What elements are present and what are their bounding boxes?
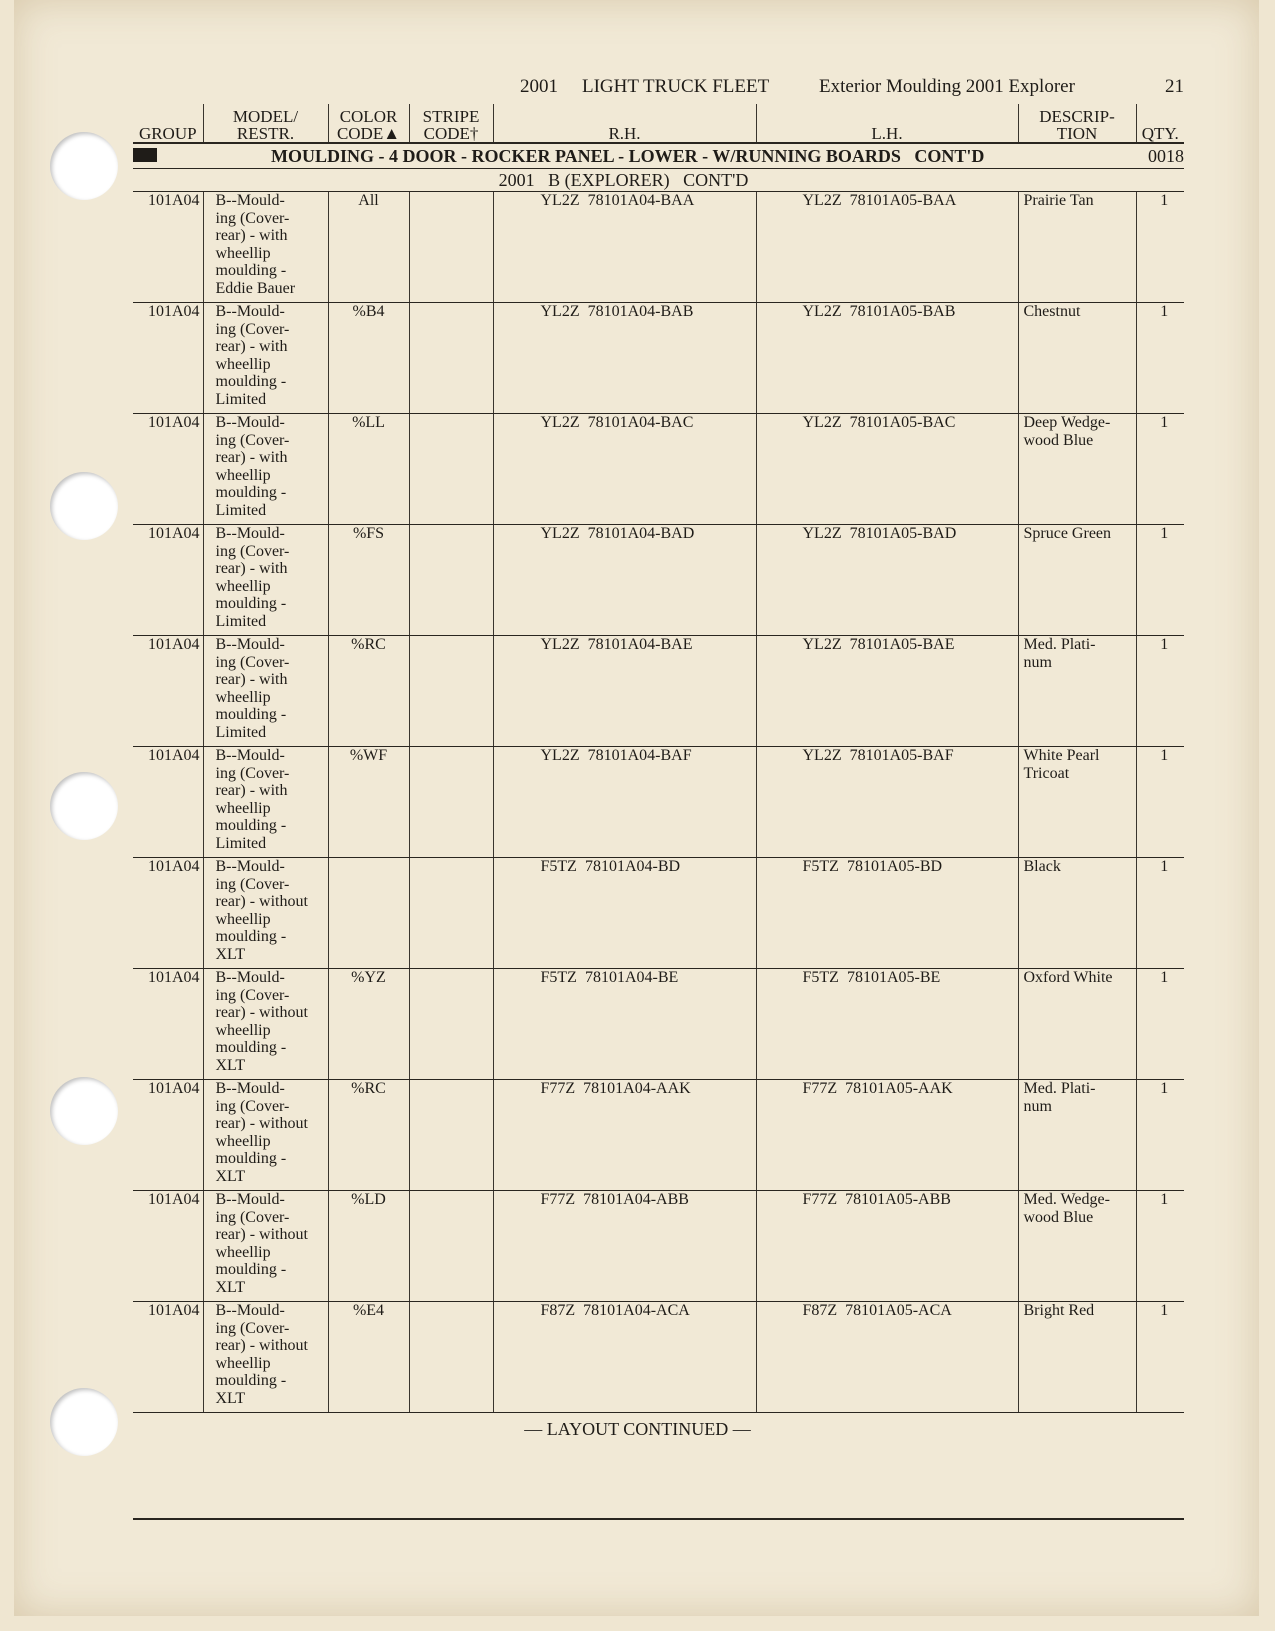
cell-model: B--Mould- ing (Cover- rear) - without wheellip moulding - XLT [203, 1302, 328, 1413]
column-header-row [133, 104, 1184, 143]
cell-rh-part: YL2Z 78101A04-BAA [493, 192, 756, 303]
col-lh: L.H. [756, 104, 1018, 143]
cell-lh-part: YL2Z 78101A05-BAC [756, 414, 1018, 525]
table-row [133, 192, 1184, 303]
cell-model: B--Mould- ing (Cover- rear) - without wheellip moulding - XLT [203, 969, 328, 1080]
cell-model: B--Mould- ing (Cover- rear) - with wheellip moulding - Eddie Bauer [203, 192, 328, 303]
cell-description: Oxford White [1018, 969, 1136, 1080]
table-row [133, 303, 1184, 414]
table-row [133, 747, 1184, 858]
cell-color-code: %LD [328, 1191, 409, 1302]
cell-rh-part: F5TZ 78101A04-BE [493, 969, 756, 1080]
cell-rh-part: F77Z 78101A04-AAK [493, 1080, 756, 1191]
cell-rh-part: YL2Z 78101A04-BAB [493, 303, 756, 414]
cell-stripe-code [409, 969, 493, 1080]
cell-model: B--Mould- ing (Cover- rear) - without wheellip moulding - XLT [203, 1080, 328, 1191]
cell-qty: 1 [1136, 414, 1184, 525]
cell-group: 101A04 [133, 1080, 203, 1191]
table-row [133, 525, 1184, 636]
table-row [133, 414, 1184, 525]
cell-rh-part: F5TZ 78101A04-BD [493, 858, 756, 969]
cell-rh-part: F87Z 78101A04-ACA [493, 1302, 756, 1413]
cell-description: Prairie Tan [1018, 192, 1136, 303]
cell-qty: 1 [1136, 1191, 1184, 1302]
cell-model: B--Mould- ing (Cover- rear) - with wheellip moulding - Limited [203, 414, 328, 525]
cell-lh-part: F5TZ 78101A05-BE [756, 969, 1018, 1080]
table-row [133, 969, 1184, 1080]
cell-stripe-code [409, 192, 493, 303]
cell-stripe-code [409, 303, 493, 414]
cell-stripe-code [409, 858, 493, 969]
cell-model: B--Mould- ing (Cover- rear) - with wheellip moulding - Limited [203, 525, 328, 636]
cell-qty: 1 [1136, 858, 1184, 969]
cell-color-code: %B4 [328, 303, 409, 414]
cell-qty: 1 [1136, 636, 1184, 747]
col-description: DESCRIP- TION [1018, 104, 1136, 143]
col-stripe-code: STRIPE CODE† [409, 104, 493, 143]
cell-group: 101A04 [133, 636, 203, 747]
cell-stripe-code [409, 636, 493, 747]
cell-color-code: %LL [328, 414, 409, 525]
cell-group: 101A04 [133, 525, 203, 636]
cell-rh-part: YL2Z 78101A04-BAD [493, 525, 756, 636]
cell-model: B--Mould- ing (Cover- rear) - with wheellip moulding - Limited [203, 303, 328, 414]
cell-description: Deep Wedge- wood Blue [1018, 414, 1136, 525]
cell-group: 101A04 [133, 1191, 203, 1302]
binder-hole [50, 1077, 118, 1145]
binder-hole [50, 772, 118, 840]
cell-rh-part: F77Z 78101A04-ABB [493, 1191, 756, 1302]
cell-description: Med. Wedge- wood Blue [1018, 1191, 1136, 1302]
cell-stripe-code [409, 1191, 493, 1302]
subsection-row [133, 169, 1184, 192]
subsection-title: 2001 B (EXPLORER) CONT'D [133, 169, 1184, 192]
cell-qty: 1 [1136, 1302, 1184, 1413]
cell-color-code [328, 858, 409, 969]
cell-qty: 1 [1136, 969, 1184, 1080]
table-row [133, 636, 1184, 747]
cell-lh-part: YL2Z 78101A05-BAF [756, 747, 1018, 858]
cell-stripe-code [409, 1080, 493, 1191]
cell-stripe-code [409, 1302, 493, 1413]
cell-group: 101A04 [133, 969, 203, 1080]
cell-lh-part: F77Z 78101A05-AAK [756, 1080, 1018, 1191]
cell-model: B--Mould- ing (Cover- rear) - with wheellip moulding - Limited [203, 747, 328, 858]
layout-continued: — LAYOUT CONTINUED — [524, 1419, 751, 1439]
col-rh: R.H. [493, 104, 756, 143]
cell-color-code: All [328, 192, 409, 303]
cell-qty: 1 [1136, 1080, 1184, 1191]
cell-qty: 1 [1136, 192, 1184, 303]
cell-stripe-code [409, 414, 493, 525]
cell-stripe-code [409, 747, 493, 858]
cell-group: 101A04 [133, 858, 203, 969]
page-header [520, 76, 1185, 102]
cell-group: 101A04 [133, 1302, 203, 1413]
cell-lh-part: F5TZ 78101A05-BD [756, 858, 1018, 969]
cell-color-code: %FS [328, 525, 409, 636]
cell-group: 101A04 [133, 747, 203, 858]
header-section: Exterior Moulding 2001 Explorer [819, 76, 1075, 97]
table-row [133, 1191, 1184, 1302]
cell-description: Med. Plati- num [1018, 1080, 1136, 1191]
cell-rh-part: YL2Z 78101A04-BAC [493, 414, 756, 525]
cell-description: Chestnut [1018, 303, 1136, 414]
cell-description: Med. Plati- num [1018, 636, 1136, 747]
table-row [133, 858, 1184, 969]
cell-color-code: %RC [328, 636, 409, 747]
header-publication: LIGHT TRUCK FLEET [582, 76, 770, 97]
cell-qty: 1 [1136, 303, 1184, 414]
table-row [133, 1302, 1184, 1413]
cell-color-code: %RC [328, 1080, 409, 1191]
table-row [133, 1080, 1184, 1191]
col-color-code: COLOR CODE▲ [328, 104, 409, 143]
cell-group: 101A04 [133, 303, 203, 414]
cell-group: 101A04 [133, 192, 203, 303]
cell-color-code: %E4 [328, 1302, 409, 1413]
col-model-restr: MODEL/ RESTR. [203, 104, 328, 143]
col-qty: QTY. [1136, 104, 1184, 143]
section-marker [133, 148, 157, 162]
cell-lh-part: YL2Z 78101A05-BAB [756, 303, 1018, 414]
section-code: 0018 [1136, 143, 1184, 169]
cell-lh-part: YL2Z 78101A05-BAD [756, 525, 1018, 636]
cell-model: B--Mould- ing (Cover- rear) - without wheellip moulding - XLT [203, 1191, 328, 1302]
cell-description: Spruce Green [1018, 525, 1136, 636]
col-group: GROUP [133, 104, 203, 143]
cell-model: B--Mould- ing (Cover- rear) - with wheellip moulding - Limited [203, 636, 328, 747]
page-number: 21 [1165, 76, 1184, 97]
binder-hole [50, 472, 118, 540]
cell-color-code: %WF [328, 747, 409, 858]
cell-color-code: %YZ [328, 969, 409, 1080]
section-title-row [133, 143, 1184, 169]
cell-description: Black [1018, 858, 1136, 969]
header-year: 2001 [520, 76, 558, 97]
parts-table [133, 104, 1184, 1413]
binder-hole [50, 132, 118, 200]
bottom-rule [133, 1518, 1184, 1520]
section-title: MOULDING - 4 DOOR - ROCKER PANEL - LOWER - W/RUNNING BOARDS CONT'D [271, 145, 985, 166]
cell-lh-part: F77Z 78101A05-ABB [756, 1191, 1018, 1302]
cell-description: White Pearl Tricoat [1018, 747, 1136, 858]
cell-lh-part: YL2Z 78101A05-BAA [756, 192, 1018, 303]
cell-description: Bright Red [1018, 1302, 1136, 1413]
cell-model: B--Mould- ing (Cover- rear) - without wheellip moulding - XLT [203, 858, 328, 969]
cell-lh-part: F87Z 78101A05-ACA [756, 1302, 1018, 1413]
cell-lh-part: YL2Z 78101A05-BAE [756, 636, 1018, 747]
cell-rh-part: YL2Z 78101A04-BAE [493, 636, 756, 747]
cell-group: 101A04 [133, 414, 203, 525]
cell-qty: 1 [1136, 525, 1184, 636]
cell-stripe-code [409, 525, 493, 636]
cell-qty: 1 [1136, 747, 1184, 858]
cell-rh-part: YL2Z 78101A04-BAF [493, 747, 756, 858]
